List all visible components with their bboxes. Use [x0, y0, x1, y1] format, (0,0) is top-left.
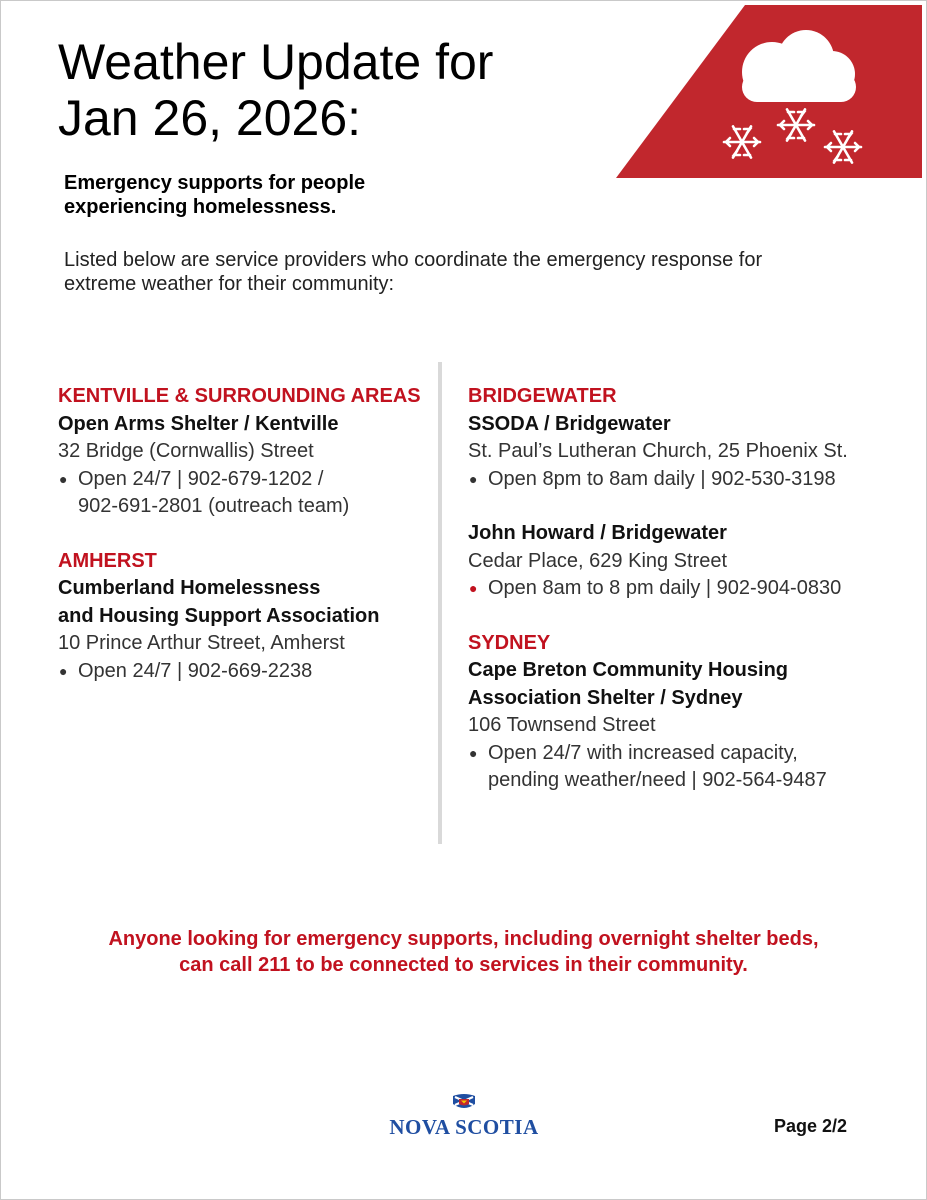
hours-line: Open 24/7 | 902-669-2238: [78, 659, 313, 682]
title-line-2: Jan 26, 2026:: [58, 90, 362, 146]
provider-name-open-arms: Open Arms Shelter / Kentville: [58, 412, 339, 435]
page-title: [58, 34, 493, 146]
provider-hours-open-arms: [58, 466, 438, 521]
bridgewater-ssoda-section: [468, 383, 848, 493]
provider-hours-ssoda: [468, 466, 848, 494]
subtitle-line-1: Emergency supports for people: [64, 172, 366, 194]
provider-hours-john-howard: [468, 575, 848, 603]
bullet-icon: ●: [469, 580, 478, 596]
provider-name-line-2: Association Shelter / Sydney: [468, 686, 743, 709]
hours-line-2: pending weather/need | 902-564-9487: [488, 769, 827, 791]
region-heading-amherst: AMHERST: [58, 549, 157, 572]
provider-name-cape-breton: [468, 657, 848, 712]
region-heading-kentville: KENTVILLE & SURROUNDING AREAS: [58, 385, 421, 407]
nova-scotia-logo: [387, 1092, 541, 1138]
region-heading-sydney: SYDNEY: [468, 631, 551, 654]
right-column: [468, 383, 848, 822]
call-211-notice: [0, 926, 927, 978]
provider-address-open-arms: 32 Bridge (Cornwallis) Street: [58, 440, 314, 462]
provider-name-line-2: and Housing Support Association: [58, 604, 380, 627]
intro-line-2: extreme weather for their community:: [64, 273, 395, 295]
bridgewater-john-howard-section: [468, 520, 848, 603]
bullet-icon: ●: [469, 470, 478, 487]
intro-text: [64, 248, 762, 296]
subtitle: [64, 171, 365, 219]
kentville-section: [58, 383, 438, 521]
provider-name-line-1: Cape Breton Community Housing: [468, 659, 789, 681]
provider-address-ssoda: St. Paul’s Lutheran Church, 25 Phoenix St.: [468, 440, 848, 462]
title-line-1: Weather Update for: [58, 34, 494, 90]
provider-name-ssoda: SSODA / Bridgewater: [468, 412, 671, 435]
hours-line-1: Open 24/7 with increased capacity,: [488, 741, 798, 764]
notice-line-1: Anyone looking for emergency supports, including overnight shelter beds,: [108, 928, 819, 950]
provider-hours-cumberland: [58, 658, 438, 686]
provider-name-line-1: Cumberland Homelessness: [58, 577, 321, 599]
provider-name-cumberland: [58, 575, 438, 630]
amherst-section: [58, 548, 438, 686]
provider-address-john-howard: Cedar Place, 629 King Street: [468, 549, 728, 572]
bullet-icon: ●: [59, 470, 68, 487]
logo-wordmark: NOVA SCOTIA: [389, 1115, 539, 1139]
provider-address-cumberland: 10 Prince Arthur Street, Amherst: [58, 632, 345, 654]
column-divider: [438, 362, 442, 844]
region-heading-bridgewater: BRIDGEWATER: [468, 385, 617, 407]
subtitle-line-2: experiencing homelessness.: [64, 196, 337, 218]
provider-name-john-howard: John Howard / Bridgewater: [468, 522, 727, 544]
hours-line: Open 8am to 8 pm daily | 902-904-0830: [488, 577, 842, 599]
hours-line-1: Open 24/7 | 902-679-1202 /: [78, 467, 324, 490]
bullet-icon: ●: [469, 744, 478, 761]
bullet-icon: ●: [59, 662, 68, 679]
provider-address-cape-breton: 106 Townsend Street: [468, 714, 656, 736]
intro-line-1: Listed below are service providers who coordinate the emergency response for: [64, 249, 763, 271]
hours-line: Open 8pm to 8am daily | 902-530-3198: [488, 467, 836, 490]
page-number: Page 2/2: [774, 1116, 848, 1136]
notice-line-2: can call 211 to be connected to services in their community.: [179, 954, 748, 976]
sydney-section: [468, 630, 848, 795]
hours-line-2: 902-691-2801 (outreach team): [78, 495, 350, 517]
left-column: [58, 383, 438, 712]
provider-hours-cape-breton: [468, 740, 848, 795]
